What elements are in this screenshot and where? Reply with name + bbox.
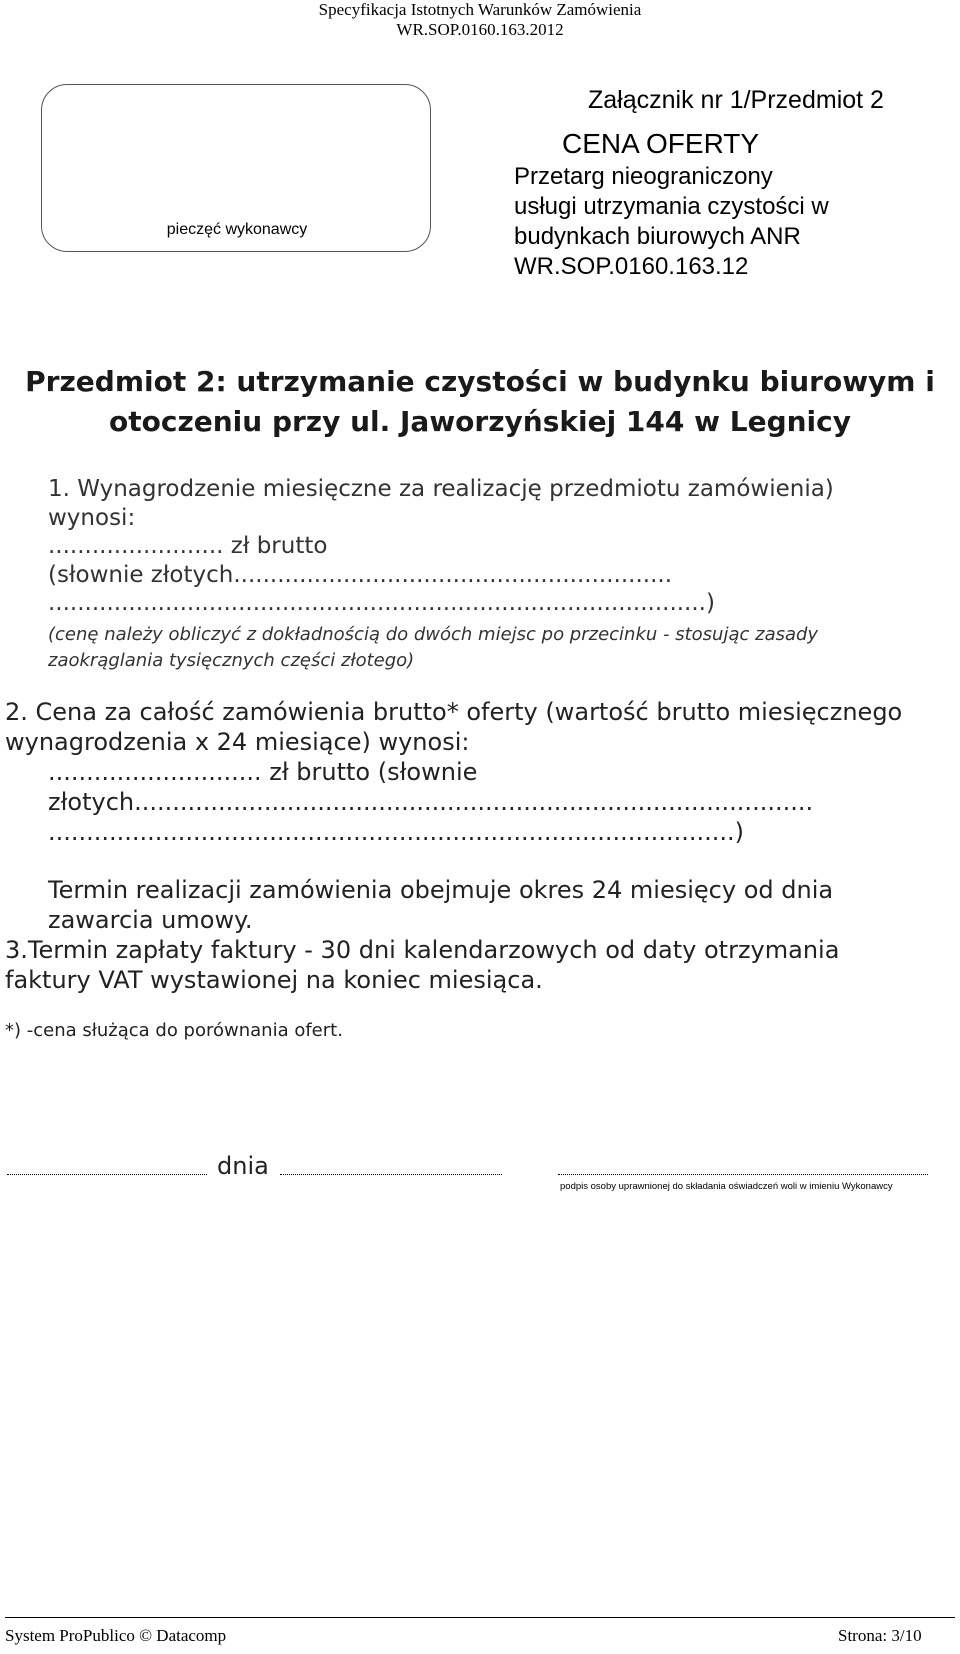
footer-rule [5,1617,955,1618]
offer-price-heading: CENA OFERTY [562,128,760,159]
item1-rounding-note: (cenę należy obliczyć z dokładnością do dwóch miejsc po przecinku - stosując zasady [48,624,819,645]
header-reference: WR.SOP.0160.163.2012 [396,20,564,39]
contractor-stamp-box [41,84,431,252]
header-title: Specyfikacja Istotnych Warunków Zamówienia [318,0,642,19]
item1-title: 1. Wynagrodzenie miesięczne za realizację przedmiotu zamówienia) [48,476,834,502]
footer-page-number: Strona: 3/10 [838,1626,922,1645]
date-field[interactable] [280,1174,502,1175]
signature-field[interactable] [558,1174,928,1175]
item1-rounding-note-2: zaokrąglania tysięcznych części złotego) [48,650,415,671]
date-word: dnia [217,1152,269,1180]
price-footnote: *) -cena służąca do porównania ofert. [5,1020,343,1041]
item2-title: 2. Cena za całość zamówienia brutto* oferty (wartość brutto miesięcznego [5,698,903,726]
item1-in-words-field[interactable]: (słownie złotych............................................................ [48,562,672,588]
tender-service: usługi utrzymania czystości w [514,193,829,220]
stamp-label: pieczęć wykonawcy [166,221,308,238]
item2-in-words-field[interactable]: złotych......................................................................................... [48,788,814,816]
item2-title-cont: wynagrodzenia x 24 miesiące) wynosi: [5,728,470,756]
footer-system: System ProPublico © Datacomp [5,1626,227,1645]
signature-caption: podpis osoby uprawnionej do składania oświadczeń woli w imieniu Wykonawcy [560,1181,893,1192]
item2-amount-field[interactable]: ............................ zł brutto (słownie [48,758,478,786]
item1-amount-field[interactable]: ........................ zł brutto [48,533,328,559]
item3-payment-term: 3.Termin zapłaty faktury - 30 dni kalendarzowych od daty otrzymania [5,936,840,964]
term-statement-cont: zawarcia umowy. [48,906,253,934]
tender-buildings: budynkach biurowych ANR [514,223,801,250]
item2-in-words-continuation[interactable]: ..........................................................................................) [48,818,744,846]
tender-type: Przetarg nieograniczony [514,163,773,190]
place-field[interactable] [7,1174,207,1175]
item1-wynosi: wynosi: [48,505,136,531]
item1-in-words-continuation[interactable]: ..........................................................................................) [48,590,715,616]
item3-payment-term-cont: faktury VAT wystawionej na koniec miesiąca. [5,966,543,994]
subject-line-1: Przedmiot 2: utrzymanie czystości w budynku biurowym i [25,365,935,398]
tender-reference: WR.SOP.0160.163.12 [514,253,749,280]
subject-line-2: otoczeniu przy ul. Jaworzyńskiej 144 w Legnicy [108,405,851,438]
annex-title: Załącznik nr 1/Przedmiot 2 [588,86,884,114]
term-statement: Termin realizacji zamówienia obejmuje okres 24 miesięcy od dnia [48,876,834,904]
